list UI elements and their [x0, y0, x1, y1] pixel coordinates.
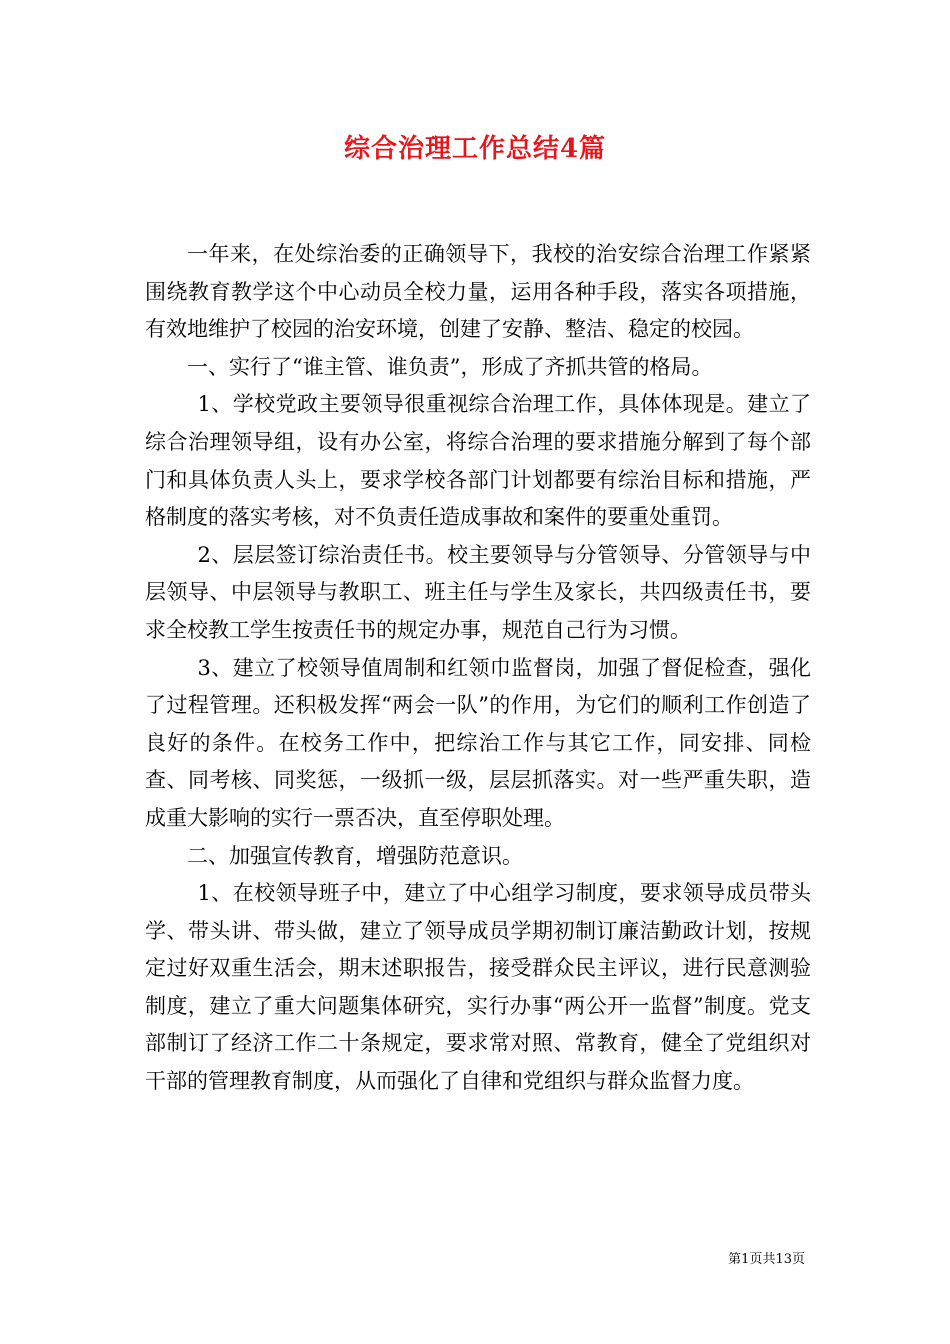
- document-title: 综合治理工作总结4篇: [343, 134, 607, 164]
- paragraph-section-1-item-3: 3、建立了校领导值周制和红领巾监督岗，加强了督促检查，强化了过程管理。还积极发挥“两会一队”的作用，为它们的顺利工作创造了良好的条件。在校务工作中，把综治工作与其它工作，同安排、同检查、同考核、同奖惩，一级抓一级，层层抓落实。对一些严重失职，造成重大影响的实行一票否决，直至停职处理。: [145, 655, 811, 830]
- paragraph-section-2-heading: 二、加强宣传教育，增强防范意识。: [187, 843, 523, 868]
- paragraph-intro: 一年来，在处综治委的正确领导下，我校的治安综合治理工作紧紧围绕教育教学这个中心动员全校力量，运用各种手段，落实各项措施，有效地维护了校园的治安环境，创建了安静、整洁、稳定的校园。: [145, 242, 811, 342]
- paragraph-section-1-item-1: 1、学校党政主要领导很重视综合治理工作，具体体现是。建立了综合治理领导组，设有办公室，将综合治理的要求措施分解到了每个部门和具体负责人头上，要求学校各部门计划都要有综治目标和措施，严格制度的落实考核，对不负责任造成事故和案件的要重处重罚。: [145, 392, 811, 530]
- paragraph-section-1-item-2: 2、层层签订综治责任书。校主要领导与分管领导、分管领导与中层领导、中层领导与教职工、班主任与学生及家长，共四级责任书，要求全校教工学生按责任书的规定办事，规范自己行为习惯。: [145, 542, 811, 642]
- paragraph-section-2-item-1: 1、在校领导班子中，建立了中心组学习制度，要求领导成员带头学、带头讲、带头做，建立了领导成员学期初制订廉洁勤政计划，按规定过好双重生活会，期末述职报告，接受群众民主评议，进行民意测验制度，建立了重大问题集体研究，实行办事“两公开一监督”制度。党支部制订了经济工作二十条规定，要求常对照、常教育，健全了党组织对干部的管理教育制度，从而强化了自律和党组织与群众监督力度。: [145, 881, 811, 1094]
- page-number-footer: 第1页共13页: [728, 1252, 805, 1267]
- paragraph-section-1-heading: 一、实行了“谁主管、谁负责”，形成了齐抓共管的格局。: [187, 354, 713, 379]
- document-body: [145, 236, 811, 1101]
